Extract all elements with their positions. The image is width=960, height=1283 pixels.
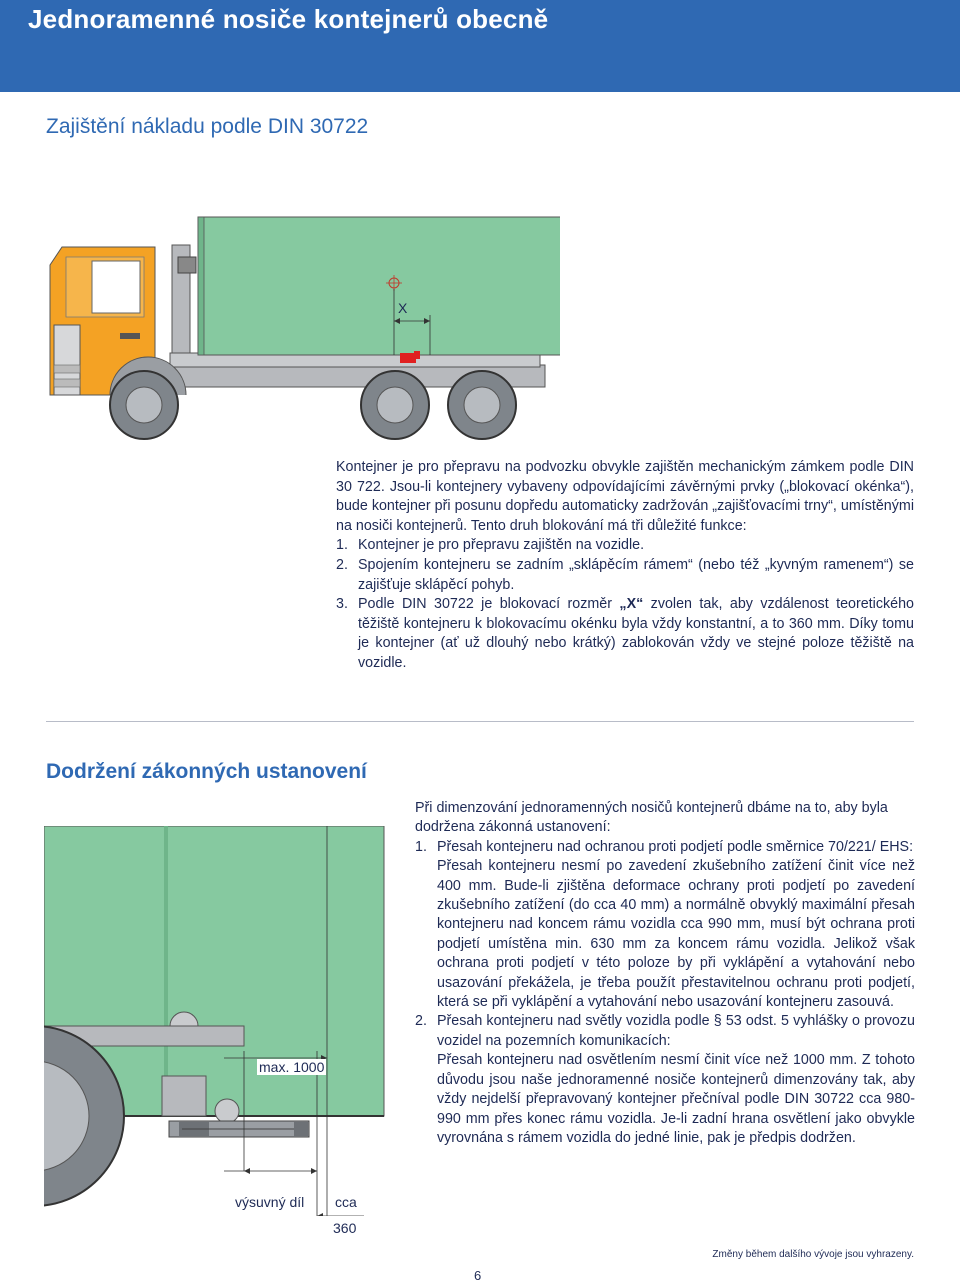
- section-title-legal-compliance: Dodržení zákonných ustanovení: [46, 760, 367, 783]
- list-item: 1. Kontejner je pro přepravu zajištěn na vozidle.: [336, 537, 645, 554]
- legal-intro: Při dimenzování jednoramenných nosičů kontejnerů dbáme na to, aby byla dodržena zákonná ustanovení:: [415, 800, 888, 836]
- max-overhang-label: max. 1000: [259, 1059, 325, 1075]
- dimension-x-label: X: [398, 300, 408, 316]
- dimension-360-label: 360: [333, 1220, 357, 1236]
- load-securing-text: [336, 458, 914, 674]
- page-number: 6: [474, 1268, 482, 1283]
- footer-note: Změny během dalšího vývoje jsou vyhrazeny.: [712, 1249, 914, 1260]
- legal-compliance-text: [415, 799, 915, 1148]
- overhang-illustration: [44, 826, 394, 1216]
- load-securing-intro: Kontejner je pro přepravu na podvozku obvykle zajištěn mechanickým zámkem podle DIN 30 722. Jsou-li kontejnery vybaveny odpovídajícími závěrnými prvky („blokovací okénka“), bude kontejner při posunu dopředu automaticky zadržován „zajišťovacími trny“, umístěnými na nosiči kontejnerů. Tento druh blokování má tři důležité funkce:: [336, 459, 914, 534]
- list-item: 1. Přesah kontejneru nad ochranou proti podjetí podle směrnice 70/221/ EHS: Přesah kontejneru nesmí po zavedení zkušebního zatížení činit více než 400 mm. Bude-li zjištěna deformace ochrany proti podjetí po zavedení zkušebního zatížení (do cca 40 mm) a normálně obvyklý maximální přesah kontejneru nad koncem rámu vozidla cca 990 mm, musí být ochrana proti podjetí umístěna min. 630 mm za koncem rámu vozidla. Jelikož však ochrana proti podjetí v této poloze by při vyklápění a vytahování nebo usazování překážela, je třeba použít přestavitelnou ochranu proti podjetí, která se při vyklápění a vytahování nebo usazování kontejneru zasouvá.: [415, 838, 915, 1011]
- list-item: 3. Podle DIN 30722 je blokovací rozměr „X“ zvolen tak, aby vzdálenost teoretického těžiště kontejneru k blokovacímu okénku byla vždy konstantní, a to 360 mm. Díky tomu je kontejner (ať už dlouhý nebo krátký) zablokován vždy ve stejné poloze těžiště na vozidle.: [336, 596, 914, 671]
- truck-illustration: [40, 205, 560, 445]
- section-title-load-securing: Zajištění nákladu podle DIN 30722: [46, 115, 369, 138]
- list-item: 2. Přesah kontejneru nad světly vozidla podle § 53 odst. 5 vyhlášky o provozu vozidel na pozemních komunikacích: Přesah kontejneru nad osvětlením nesmí činit více než 1000 mm. Z tohoto důvodu jsou naše jednoramenné nosiče kontejnerů dimenzovány tak, aby vždy nejdelší přepravovaný kontejner přečníval podle DIN 30722 cca 980-990 mm přes konec rámu vozidla. Je-li zadní hrana osvětlení jako obvykle vyrovnána s rámem vozidla do jedné linie, pak je předpis dodržen.: [415, 1013, 915, 1146]
- cca-label: cca: [335, 1194, 357, 1210]
- list-item: 2. Spojením kontejneru se zadním „sklápěcím rámem“ (nebo též „kyvným ramenem“) se zajišťuje sklápěcí pohyb.: [336, 556, 914, 593]
- page-title: Jednoramenné nosiče kontejnerů obecně: [28, 4, 549, 34]
- extension-label: výsuvný díl: [235, 1194, 305, 1210]
- section-divider: [46, 721, 914, 722]
